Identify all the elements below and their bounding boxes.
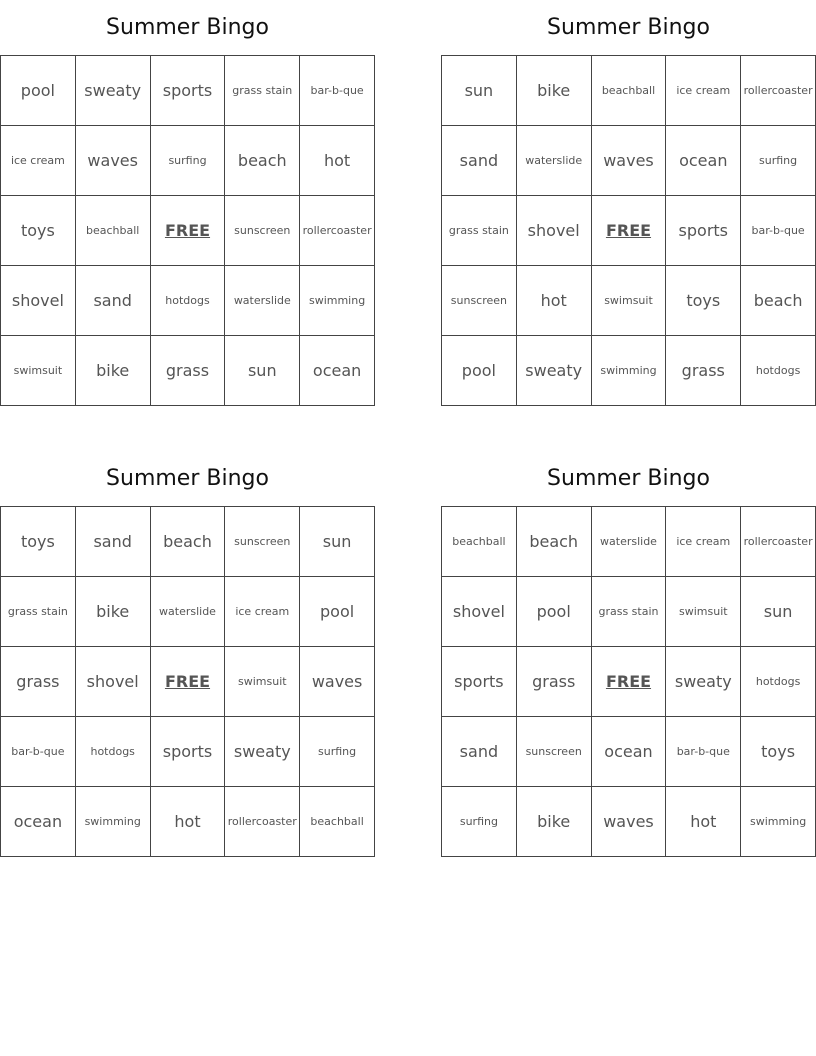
bingo-cell: swimming (76, 787, 151, 857)
bingo-cell: surfing (300, 717, 375, 787)
bingo-cell: grass (1, 647, 76, 717)
bingo-cell: sports (151, 717, 226, 787)
bingo-cell: swimsuit (666, 577, 741, 647)
bingo-grid (441, 55, 816, 406)
bingo-cell: pool (1, 56, 76, 126)
bingo-cell: swimming (592, 336, 667, 406)
bingo-cell: surfing (442, 787, 517, 857)
bingo-cell: rollercoaster (300, 196, 375, 266)
bingo-cell: hotdogs (741, 647, 816, 717)
bingo-card-2 (441, 0, 816, 406)
bingo-cell: hot (517, 266, 592, 336)
bingo-cell: bike (517, 56, 592, 126)
bingo-cell: grass (666, 336, 741, 406)
bingo-cell: bar-b-que (1, 717, 76, 787)
bingo-cell: sunscreen (225, 196, 300, 266)
free-space: FREE (151, 647, 226, 717)
bingo-cell: beachball (76, 196, 151, 266)
bingo-cell: waves (76, 126, 151, 196)
bingo-cell: sand (76, 507, 151, 577)
bingo-cell: bar-b-que (666, 717, 741, 787)
bingo-cell: sand (442, 717, 517, 787)
bingo-cell: sports (442, 647, 517, 717)
bingo-cell: shovel (442, 577, 517, 647)
bingo-cell: waterslide (151, 577, 226, 647)
card-title: Summer Bingo (547, 466, 710, 491)
bingo-cell: sweaty (666, 647, 741, 717)
card-title: Summer Bingo (106, 466, 269, 491)
bingo-cell: shovel (517, 196, 592, 266)
bingo-cell: bike (517, 787, 592, 857)
free-space: FREE (592, 647, 667, 717)
bingo-cell: waterslide (517, 126, 592, 196)
card-title: Summer Bingo (106, 15, 269, 40)
bingo-cell: bike (76, 577, 151, 647)
bingo-cell: hot (300, 126, 375, 196)
bingo-cell: sweaty (225, 717, 300, 787)
bingo-cell: toys (1, 507, 76, 577)
bingo-cell: sun (225, 336, 300, 406)
bingo-cell: rollercoaster (741, 507, 816, 577)
bingo-cell: waves (592, 126, 667, 196)
bingo-cell: beachball (592, 56, 667, 126)
bingo-cell: grass stain (225, 56, 300, 126)
bingo-cell: beach (741, 266, 816, 336)
bingo-cell: beach (517, 507, 592, 577)
bingo-cell: waterslide (225, 266, 300, 336)
bingo-cell: grass stain (1, 577, 76, 647)
bingo-cell: beach (225, 126, 300, 196)
bingo-cell: grass stain (442, 196, 517, 266)
bingo-cell: sports (151, 56, 226, 126)
bingo-cell: sun (300, 507, 375, 577)
bingo-cell: shovel (76, 647, 151, 717)
bingo-cell: ice cream (666, 507, 741, 577)
bingo-cell: pool (300, 577, 375, 647)
bingo-cell: sun (442, 56, 517, 126)
bingo-cell: ice cream (1, 126, 76, 196)
bingo-cell: bike (76, 336, 151, 406)
bingo-cell: ice cream (666, 56, 741, 126)
bingo-grid (441, 506, 816, 857)
bingo-cell: hot (151, 787, 226, 857)
bingo-cell: swimming (741, 787, 816, 857)
bingo-cell: pool (517, 577, 592, 647)
bingo-cell: hot (666, 787, 741, 857)
bingo-cell: grass (151, 336, 226, 406)
bingo-cell: hotdogs (741, 336, 816, 406)
free-space: FREE (592, 196, 667, 266)
bingo-card-4 (441, 451, 816, 857)
bingo-cell: toys (1, 196, 76, 266)
bingo-cell: ocean (666, 126, 741, 196)
bingo-cell: bar-b-que (300, 56, 375, 126)
bingo-cell: ice cream (225, 577, 300, 647)
bingo-cell: beach (151, 507, 226, 577)
bingo-cell: sweaty (517, 336, 592, 406)
bingo-grid (0, 506, 375, 857)
card-title: Summer Bingo (547, 15, 710, 40)
free-space: FREE (151, 196, 226, 266)
bingo-cell: sunscreen (225, 507, 300, 577)
bingo-cell: rollercoaster (741, 56, 816, 126)
bingo-cell: beachball (442, 507, 517, 577)
bingo-cell: sports (666, 196, 741, 266)
bingo-cell: hotdogs (76, 717, 151, 787)
bingo-cell: pool (442, 336, 517, 406)
bingo-cell: grass stain (592, 577, 667, 647)
bingo-cell: beachball (300, 787, 375, 857)
bingo-cell: swimsuit (1, 336, 76, 406)
bingo-cell: swimsuit (225, 647, 300, 717)
bingo-cell: sand (76, 266, 151, 336)
bingo-grid (0, 55, 375, 406)
bingo-cell: ocean (300, 336, 375, 406)
bingo-cell: hotdogs (151, 266, 226, 336)
bingo-cell: rollercoaster (225, 787, 300, 857)
bingo-cell: sweaty (76, 56, 151, 126)
bingo-cell: sunscreen (517, 717, 592, 787)
bingo-card-3 (0, 451, 375, 857)
bingo-cell: surfing (741, 126, 816, 196)
bingo-cell: sunscreen (442, 266, 517, 336)
bingo-cell: surfing (151, 126, 226, 196)
bingo-cell: toys (741, 717, 816, 787)
bingo-cell: sun (741, 577, 816, 647)
bingo-cell: waves (300, 647, 375, 717)
bingo-cell: swimming (300, 266, 375, 336)
bingo-cell: bar-b-que (741, 196, 816, 266)
bingo-cell: ocean (592, 717, 667, 787)
bingo-cell: swimsuit (592, 266, 667, 336)
bingo-cell: ocean (1, 787, 76, 857)
bingo-cell: waves (592, 787, 667, 857)
bingo-cell: shovel (1, 266, 76, 336)
bingo-cell: toys (666, 266, 741, 336)
bingo-cell: waterslide (592, 507, 667, 577)
bingo-card-1 (0, 0, 375, 406)
bingo-cell: sand (442, 126, 517, 196)
bingo-cell: grass (517, 647, 592, 717)
